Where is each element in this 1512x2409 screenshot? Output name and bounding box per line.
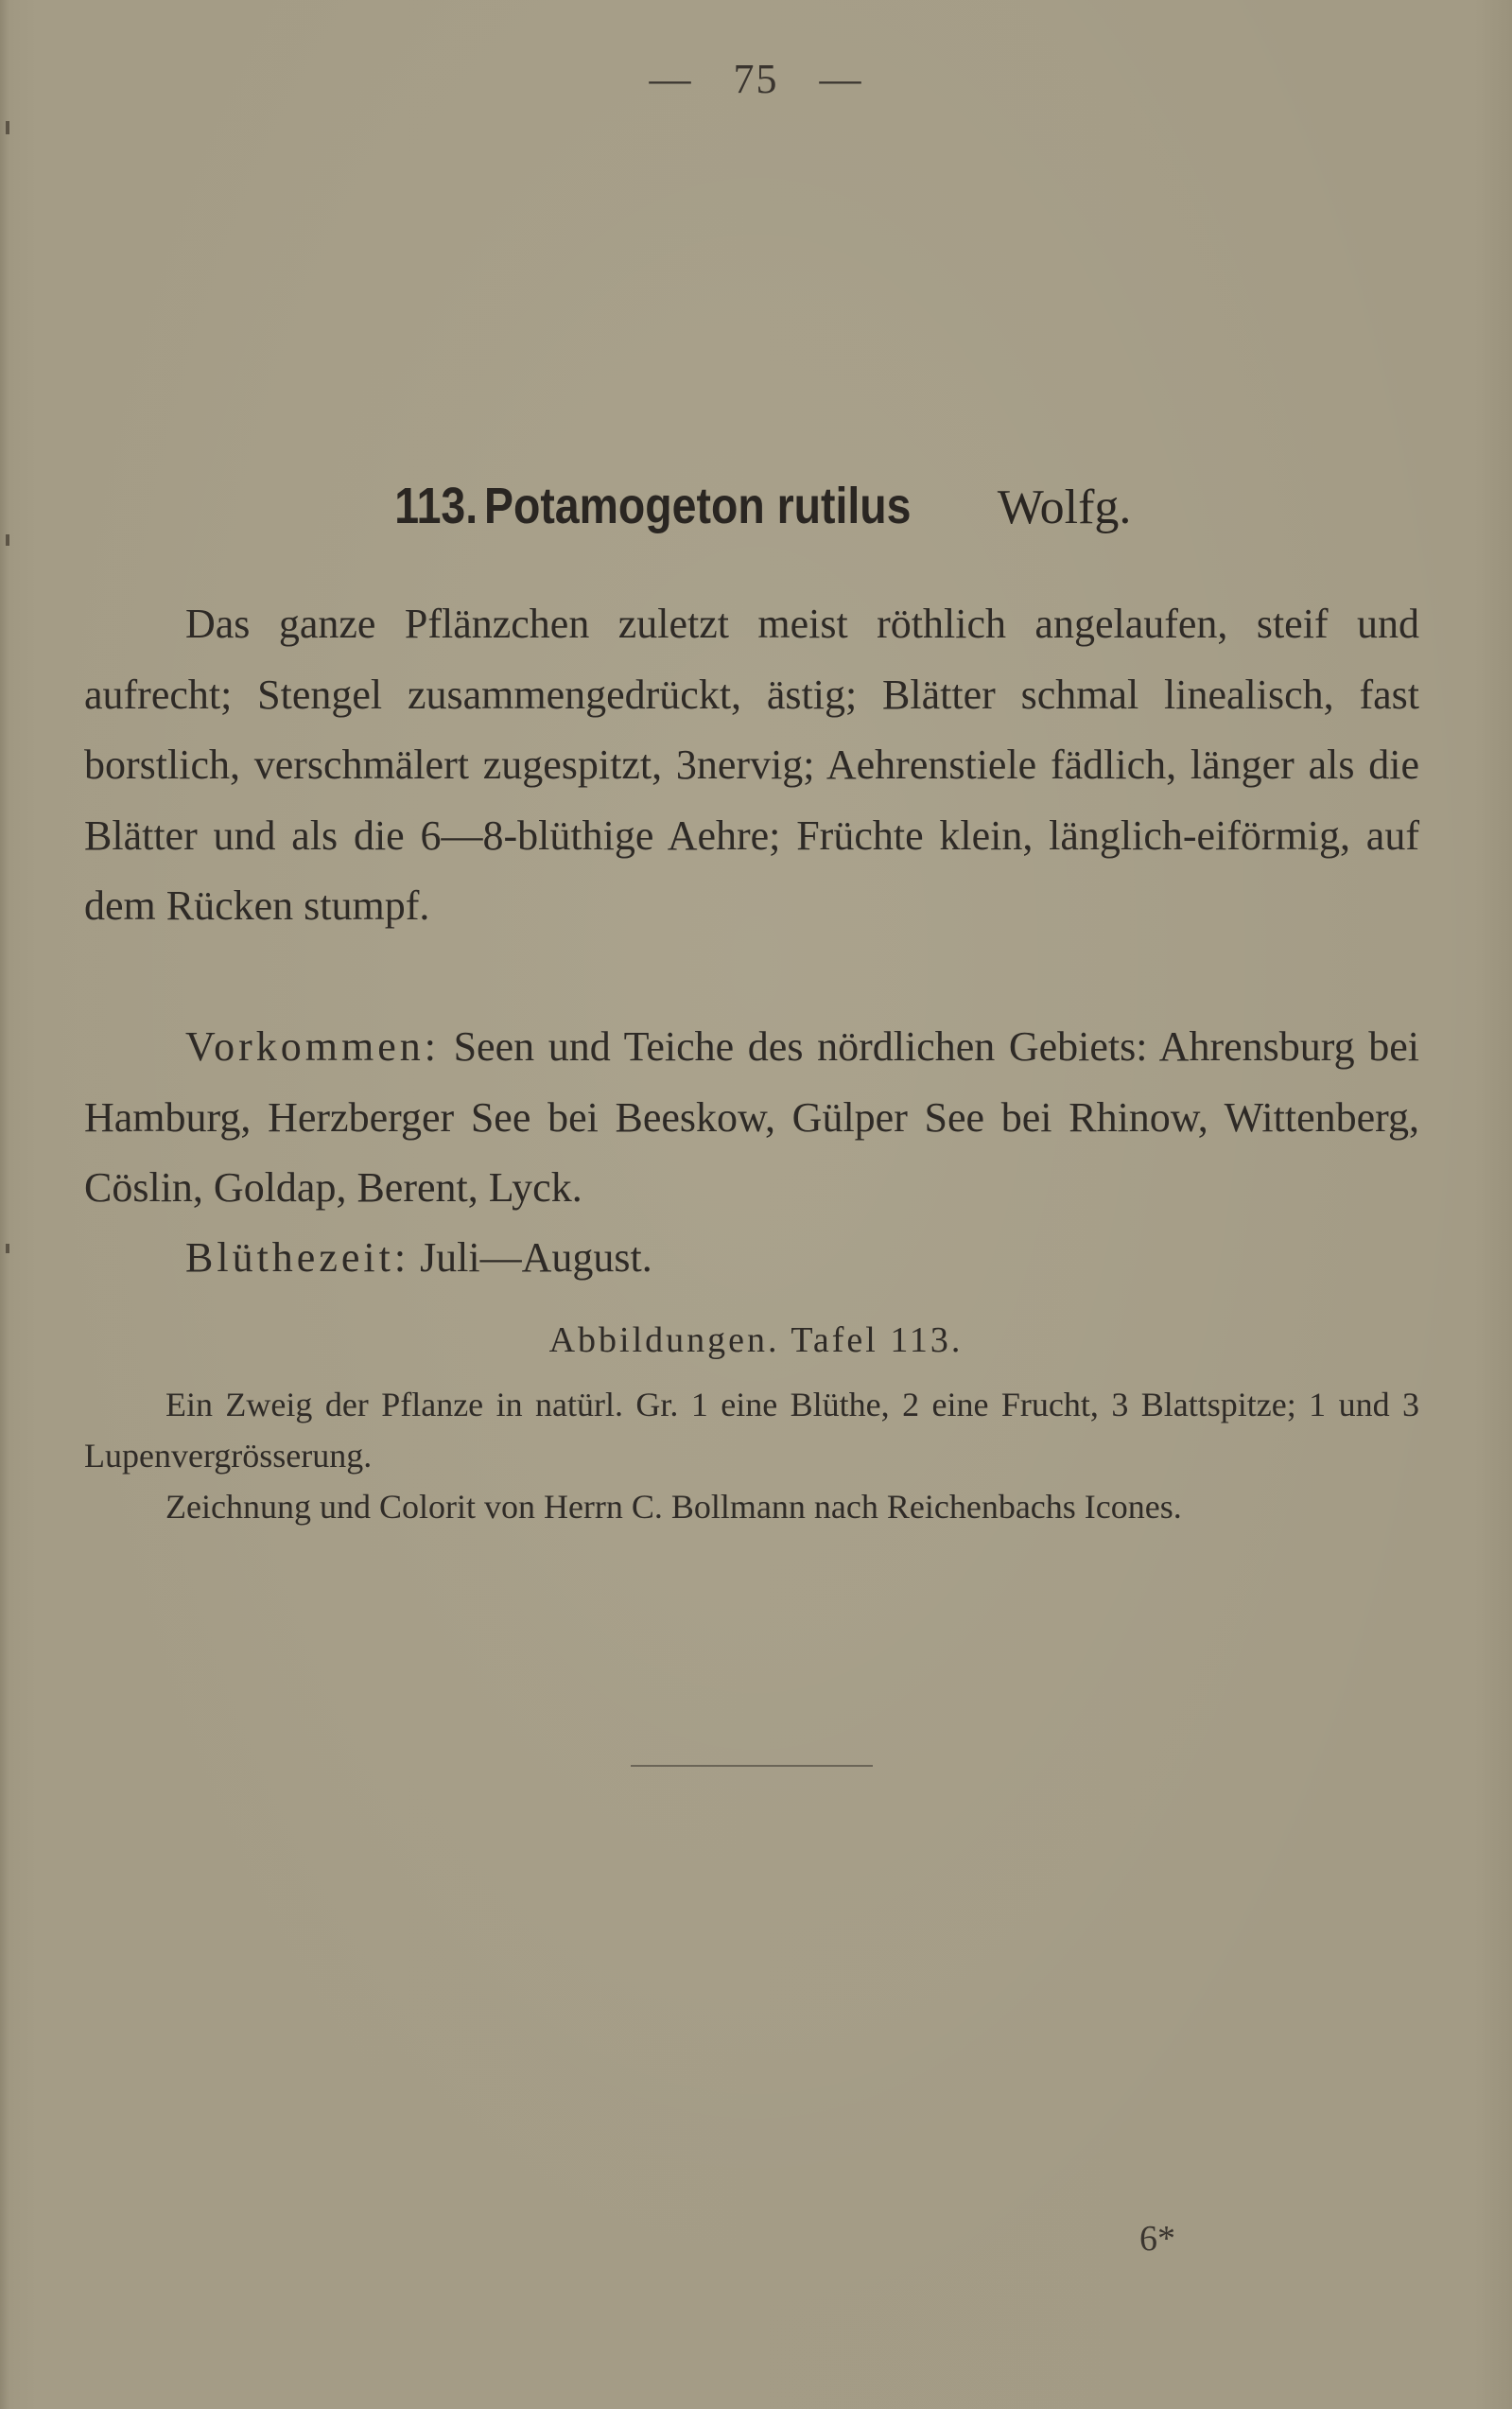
- occurrence-label: Vorkommen:: [185, 1023, 440, 1070]
- description-paragraph: Das ganze Pflänzchen zuletzt meist röthlich angelaufen, steif und aufrecht; Stengel zusammengedrückt, ästig; Blätter schmal linealisch, fast borstlich, verschmälert zugespitzt, 3nervig; Aehrenstiele fädlich, länger als die Blätter und als die 6—8-blüthige Aehre; Früchte klein, länglich-eiförmig, auf dem Rücken stumpf.: [84, 601, 1419, 929]
- illustrations-credit: Zeichnung und Colorit von Herrn C. Bollmann nach Reichenbachs Icones.: [165, 1488, 1182, 1526]
- header-dash-left: —: [649, 56, 693, 102]
- header-dash-right: —: [819, 56, 863, 102]
- illustrations-caption-block: [84, 1379, 1419, 1532]
- species-number: 113.: [393, 478, 478, 534]
- bloom-paragraph: [84, 1223, 1419, 1294]
- signature-mark: 6*: [1139, 2219, 1175, 2259]
- occurrence-block: [84, 1012, 1419, 1224]
- edge-mark-middle: [6, 534, 9, 546]
- page-number: 75: [733, 56, 779, 102]
- occurrence-paragraph: [84, 1012, 1419, 1224]
- bloom-text: Juli—August.: [409, 1234, 652, 1281]
- description-block: [84, 589, 1419, 942]
- occurrence-text: Seen und Teiche des nördlichen Gebiets: Ahrensburg bei Hamburg, Herzberger See bei Beeskow, Gülper See bei Rhinow, Wittenberg, Cöslin, Goldap, Berent, Lyck.: [84, 1023, 1419, 1211]
- section-divider: [631, 1765, 873, 1767]
- illustrations-caption: Ein Zweig der Pflanze in natürl. Gr. 1 eine Blüthe, 2 eine Frucht, 3 Blattspitze; 1 und 3 Lupenvergrösserung.: [84, 1386, 1419, 1475]
- edge-mark-top: [6, 121, 9, 134]
- page-header: [0, 55, 1512, 103]
- bloom-block: [84, 1223, 1419, 1294]
- species-author: Wolfg.: [997, 480, 1132, 534]
- illustrations-heading: Abbildungen. Tafel 113.: [548, 1320, 964, 1360]
- species-title: [0, 473, 1512, 541]
- bloom-label: Blüthezeit:: [185, 1234, 410, 1281]
- edge-mark-lower: [6, 1244, 9, 1253]
- species-name: Potamogeton rutilus: [484, 478, 912, 534]
